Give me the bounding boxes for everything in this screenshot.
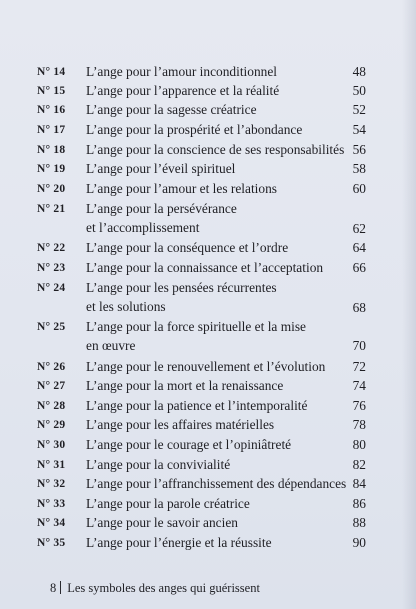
entry-number: N° 31 bbox=[37, 459, 66, 471]
entry-title bbox=[86, 278, 354, 316]
entry-title-line1: L’ange pour la force spirituelle et la mise bbox=[86, 319, 306, 334]
entry-number: N° 35 bbox=[37, 537, 66, 549]
entry-page: 48 bbox=[352, 64, 366, 79]
entry-title: L’ange pour l’affranchissement des dépendances bbox=[86, 476, 347, 491]
entry-page: 54 bbox=[352, 122, 366, 137]
entry-title: L’ange pour le courage et l’opiniâtreté bbox=[86, 437, 292, 452]
toc-entry bbox=[0, 376, 416, 395]
entry-page: 52 bbox=[352, 102, 366, 117]
entry-page: 56 bbox=[352, 142, 366, 157]
entry-page: 90 bbox=[352, 535, 366, 550]
entry-title: L’ange pour la conscience de ses responsabilités bbox=[86, 142, 345, 157]
entry-page: 68 bbox=[352, 300, 366, 315]
entry-page: 76 bbox=[352, 398, 366, 413]
entry-number: N° 23 bbox=[37, 262, 66, 274]
entry-page: 64 bbox=[352, 240, 366, 255]
toc-entry bbox=[0, 238, 416, 257]
toc-entry bbox=[0, 317, 416, 355]
entry-title: L’ange pour la connaissance et l’acceptation bbox=[86, 260, 324, 275]
entry-number: N° 16 bbox=[37, 104, 66, 116]
toc-entry bbox=[0, 258, 416, 277]
entry-title-line2: et l’accomplissement bbox=[86, 220, 200, 235]
entry-page: 88 bbox=[352, 515, 366, 530]
page-footer bbox=[50, 581, 260, 596]
entry-title: L’ange pour la patience et l’intemporalité bbox=[86, 398, 308, 413]
entry-number: N° 17 bbox=[37, 124, 66, 136]
entry-page: 80 bbox=[352, 437, 366, 452]
entry-title: L’ange pour les affaires matérielles bbox=[86, 417, 275, 432]
entry-number: N° 18 bbox=[37, 144, 66, 156]
entry-title-line1: L’ange pour la persévérance bbox=[86, 201, 237, 216]
entry-title bbox=[86, 317, 354, 355]
entry-title: L’ange pour l’apparence et la réalité bbox=[86, 83, 280, 98]
toc-entry bbox=[0, 357, 416, 376]
entry-number: N° 34 bbox=[37, 517, 66, 529]
entry-number: N° 19 bbox=[37, 163, 66, 175]
entry-number: N° 28 bbox=[37, 400, 66, 412]
entry-page: 62 bbox=[352, 221, 366, 236]
toc-entry bbox=[0, 513, 416, 532]
toc-entry bbox=[0, 415, 416, 434]
entry-page: 60 bbox=[352, 181, 366, 196]
footer-divider bbox=[60, 581, 61, 594]
toc-entry bbox=[0, 179, 416, 198]
entry-number: N° 14 bbox=[37, 66, 66, 78]
entry-title: L’ange pour l’amour inconditionnel bbox=[86, 64, 278, 79]
entry-title: L’ange pour l’amour et les relations bbox=[86, 181, 278, 196]
entry-number: N° 27 bbox=[37, 380, 66, 392]
entry-number: N° 32 bbox=[37, 478, 66, 490]
entry-title: L’ange pour la prospérité et l’abondance bbox=[86, 122, 303, 137]
entry-title-line2: en œuvre bbox=[86, 338, 136, 353]
entry-number: N° 29 bbox=[37, 419, 66, 431]
toc-entry bbox=[0, 533, 416, 552]
toc-entry bbox=[0, 62, 416, 81]
toc-entry bbox=[0, 81, 416, 100]
toc-entry bbox=[0, 494, 416, 513]
entry-title: L’ange pour la convivialité bbox=[86, 457, 231, 472]
entry-page: 70 bbox=[352, 338, 366, 353]
entry-title: L’ange pour la mort et la renaissance bbox=[86, 378, 284, 393]
entry-page: 72 bbox=[352, 359, 366, 374]
entry-title: L’ange pour la parole créatrice bbox=[86, 496, 250, 511]
entry-page: 84 bbox=[352, 476, 366, 491]
entry-number: N° 22 bbox=[37, 242, 66, 254]
footer-page-number: 8 bbox=[50, 581, 57, 595]
entry-page: 82 bbox=[352, 457, 366, 472]
entry-title: L’ange pour l’énergie et la réussite bbox=[86, 535, 272, 550]
entry-title-line2: et les solutions bbox=[86, 299, 166, 314]
entry-number: N° 15 bbox=[37, 85, 66, 97]
toc-entry bbox=[0, 140, 416, 159]
entry-page: 50 bbox=[352, 83, 366, 98]
toc-entry bbox=[0, 120, 416, 139]
entry-number: N° 26 bbox=[37, 361, 66, 373]
entry-number: N° 20 bbox=[37, 183, 66, 195]
entry-page: 74 bbox=[352, 378, 366, 393]
toc-entry bbox=[0, 455, 416, 474]
entry-page: 86 bbox=[352, 496, 366, 511]
entry-title: L’ange pour l’éveil spirituel bbox=[86, 161, 236, 176]
entry-number: N° 33 bbox=[37, 498, 66, 510]
entry-page: 78 bbox=[352, 417, 366, 432]
footer-book-title: Les symboles des anges qui guérissent bbox=[67, 581, 260, 595]
entry-title bbox=[86, 199, 354, 237]
toc-entry bbox=[0, 396, 416, 415]
toc-entry bbox=[0, 435, 416, 454]
toc-entry bbox=[0, 199, 416, 237]
entry-page: 58 bbox=[352, 161, 366, 176]
entry-title: L’ange pour le renouvellement et l’évolution bbox=[86, 359, 326, 374]
toc-entry bbox=[0, 159, 416, 178]
entry-number: N° 21 bbox=[37, 203, 66, 215]
entry-title: L’ange pour la sagesse créatrice bbox=[86, 102, 257, 117]
entry-number: N° 25 bbox=[37, 321, 66, 333]
entry-page: 66 bbox=[352, 260, 366, 275]
entry-title: L’ange pour le savoir ancien bbox=[86, 515, 238, 530]
entry-title: L’ange pour la conséquence et l’ordre bbox=[86, 240, 289, 255]
entry-number: N° 30 bbox=[37, 439, 66, 451]
toc-entry bbox=[0, 278, 416, 316]
toc-entry bbox=[0, 100, 416, 119]
entry-title-line1: L’ange pour les pensées récurrentes bbox=[86, 280, 277, 295]
toc-entry bbox=[0, 474, 416, 493]
entry-number: N° 24 bbox=[37, 282, 66, 294]
